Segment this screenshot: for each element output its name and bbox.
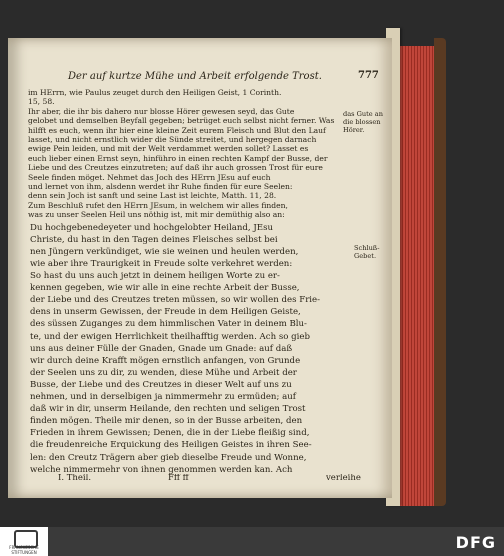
prayer-line: Du hochgebenedeyeter und hochgelobter Heiland, JEsu bbox=[30, 222, 274, 233]
text-line: Liebe und des Creutzes einzutreten; auf daß ihr auch grossen Trost für eure bbox=[28, 163, 323, 173]
margin-note-prayer: Schluß-Gebet. bbox=[354, 244, 380, 260]
text-line: hilfft es euch, wenn ihr hier eine kleine Zeit eurem Fleisch und Blut den Lauf bbox=[28, 125, 326, 135]
text-line: euch lieber einen Ernst seyn, hinführo in einen rechten Kampf der Busse, der bbox=[28, 153, 328, 163]
prayer-line: die freudenreiche Erquickung des Heiligen Geistes in ihren See- bbox=[30, 440, 312, 451]
franckesche-stiftungen-logo[interactable] bbox=[0, 527, 48, 556]
footer-volume: I. Theil. bbox=[58, 474, 92, 483]
running-head: Der auf kurtze Mühe und Arbeit erfolgende Trost. bbox=[68, 71, 322, 82]
red-page-edge bbox=[400, 46, 434, 506]
prayer-line: finden mögen. Theile mir denen, so in der Busse arbeiten, den bbox=[30, 416, 303, 427]
text-line: denn sein Joch ist sanft und seine Last ist leichte, Matth. 11, 28. bbox=[28, 191, 277, 201]
book-page bbox=[8, 38, 392, 498]
text-line: und lernet von ihm, alsdenn werdet ihr Ruhe finden für eure Seelen: bbox=[28, 182, 293, 191]
prayer-line: daß wir in dir, unserm Heilande, den rechten und seligen Trost bbox=[30, 404, 306, 415]
prayer-line: nen Jüngern verkündiget, wie sie weinen und heulen werden, bbox=[30, 246, 299, 257]
text-line: Zum Beschluß rufet den HErrn JEsum, in welchem wir alles finden, bbox=[28, 200, 288, 210]
text-line: gelobet und demselben Beyfall gegeben; betrüget euch selbst nicht ferner. Was bbox=[28, 116, 335, 126]
logo-text: FRANCKESCHE STIFTUNGEN bbox=[9, 545, 39, 555]
prayer-line: uns aus deiner Fülle der Gnaden, Gnade um Gnade: auf daß bbox=[30, 343, 293, 354]
prayer-line: nehmen, und in derselbigen ja nimmermehr zu ermüden; auf bbox=[30, 392, 296, 402]
text-line: 15, 58. bbox=[28, 97, 55, 107]
prayer-line: des süssen Zuganges zu dem himmlischen Vater in deinem Blu- bbox=[30, 319, 307, 330]
text-line: lasset, und nicht ernstlich wider die Sünde streitet, und hergegen darnach bbox=[28, 135, 317, 144]
text-line: ewige Pein leiden, und mit der Welt verdammet werden sollet? Lasset es bbox=[28, 144, 309, 154]
text-line: was zu unser Seelen Heil uns nöthig ist, mit mir demüthig also an: bbox=[28, 210, 285, 220]
viewer-footer bbox=[0, 527, 504, 556]
text-line: Ihr aber, die ihr bis dahero nur blosse Hörer gewesen seyd, das Gute bbox=[28, 106, 295, 116]
prayer-line: So hast du uns auch jetzt in deinem heiligen Worte zu er- bbox=[30, 271, 280, 281]
page-number: 777 bbox=[358, 70, 379, 81]
prayer-line: der Liebe und des Creutzes treten müssen, so wir wollen des Frie- bbox=[30, 295, 321, 306]
footer-signature: Fff ff bbox=[168, 474, 189, 483]
book-cover bbox=[434, 38, 446, 506]
margin-note-hearers: das Gute an die blossen Hörer. bbox=[343, 110, 383, 134]
prayer-line: dens in unserm Gewissen, der Freude in dem Heiligen Geiste, bbox=[30, 307, 301, 318]
prayer-line: der Seelen uns zu dir, zu wenden, diese Mühe und Arbeit der bbox=[30, 367, 297, 378]
text-line: im HErrn, wie Paulus zeuget durch den Heiligen Geist, 1 Corinth. bbox=[28, 88, 282, 97]
dfg-logo[interactable]: DFG bbox=[455, 533, 496, 552]
book-scan bbox=[8, 28, 458, 498]
prayer-line: te, und der ewigen Herrlichkeit theilhafftig werden. Ach so gieb bbox=[30, 331, 310, 342]
prayer-line: welche nimmermehr von ihnen genommen werden kan. Ach bbox=[30, 464, 293, 475]
prayer-line: len: den Creutz Trägern aber gieb dieselbe Freude und Wonne, bbox=[30, 452, 307, 463]
prayer-line: kennen gegeben, wie wir alle in eine rechte Arbeit der Busse, bbox=[30, 283, 300, 294]
prayer-line: Frieden in ihrem Gewissen; Denen, die in der Liebe fleißig sind, bbox=[30, 428, 310, 439]
footer-catchword: verleihe bbox=[326, 474, 361, 483]
prayer-line: Christe, du hast in den Tagen deines Fleisches selbst bei bbox=[30, 234, 278, 245]
prayer-line: wie aber ihre Traurigkeit in Freude solte verkehret werden: bbox=[30, 258, 293, 269]
prayer-line: Busse, der Liebe und des Creutzes in dieser Welt auf uns zu bbox=[30, 379, 292, 390]
text-line: Seele finden möget. Nehmet das Joch des HErrn JEsu auf euch bbox=[28, 172, 271, 182]
prayer-line: wir durch deine Krafft mögen ernstlich anfangen, von Grunde bbox=[30, 355, 301, 366]
